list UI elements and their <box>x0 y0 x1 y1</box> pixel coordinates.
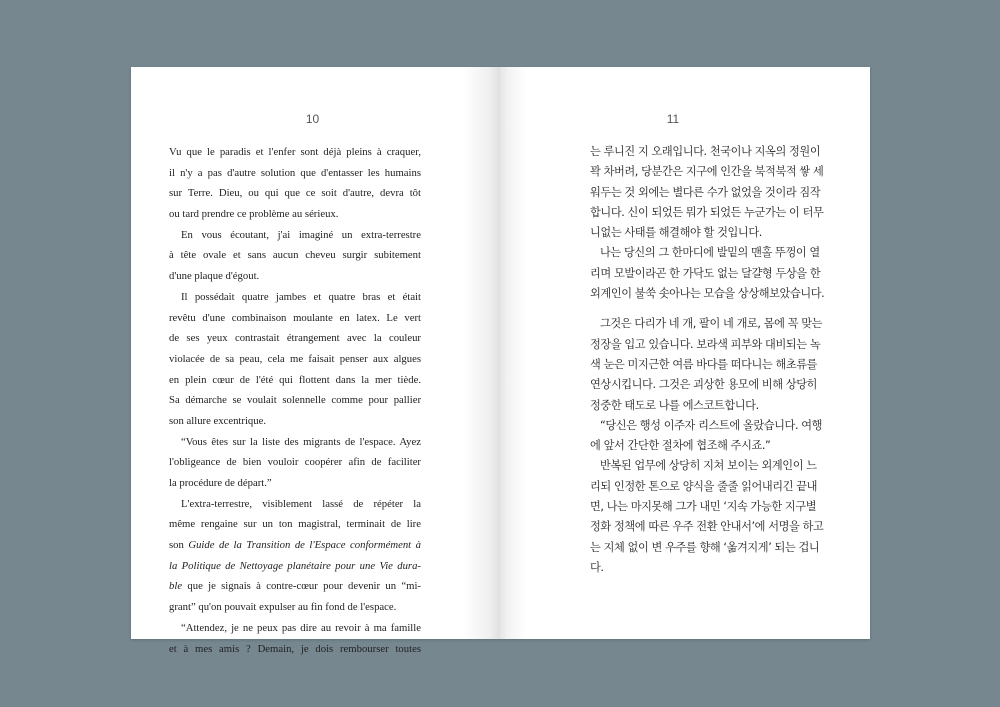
text-line: 워두는 것 외에는 별다른 수가 없었을 것이라 짐작 <box>590 185 821 199</box>
text-line: l'obligeance de bien vouloir coopérer afin de faciliter <box>169 456 421 469</box>
text-line: 꽉 차버려, 당분간은 지구에 인간을 북적북적 쌓 세 <box>590 165 824 179</box>
text-line: 합니다. 신이 되었든 뭐가 되었든 누군가는 이 터무 <box>590 205 824 219</box>
text-line: 나는 당신의 그 한마디에 발밑의 맨홀 뚜껑이 열 <box>600 246 820 260</box>
text-line: “당신은 행성 이주자 리스트에 올랐습니다. 여행 <box>600 418 823 432</box>
text-line: 는 지체 없이 변 우주를 향해 ‘옮겨지게’ 되는 겁니 <box>590 540 820 554</box>
text-line: 에 앞서 간단한 절차에 협조해 주시죠.” <box>590 439 771 453</box>
text-line: L'extra-terrestre, visiblement lassé de répéter la <box>181 497 421 510</box>
open-book <box>131 67 870 655</box>
text-line: 외계인이 불쑥 솟아나는 모습을 상상해보았습니다. <box>590 287 825 301</box>
left-page-text <box>169 142 421 659</box>
text-line <box>169 556 421 577</box>
text-line: 반복된 업무에 상당히 지쳐 보이는 외계인이 느 <box>600 459 817 473</box>
text-line: 정장을 입고 있습니다. 보라색 피부와 대비되는 녹 <box>590 337 821 351</box>
text-line: grant” qu'on pouvait expulser au fin fond de l'espace. <box>169 601 397 614</box>
right-page <box>500 67 870 639</box>
text-line: 면, 나는 마지못해 그가 내민 ‘지속 가능한 지구별 <box>590 500 817 514</box>
text-line: ou tard prendre ce problème au sérieux. <box>169 208 339 221</box>
text-run: son <box>169 539 184 552</box>
text-line: 그것은 다리가 네 개, 팔이 네 개로, 몸에 꼭 맞는 <box>600 317 823 331</box>
gutter-shadow <box>462 67 500 639</box>
page-number-left: 10 <box>305 112 320 126</box>
text-line: 니없는 사태를 해결해야 할 것입니다. <box>590 226 762 240</box>
text-line: 정화 정책에 따른 우주 전환 안내서’에 서명을 하고 <box>590 520 824 534</box>
text-line: 리며 모발이라곤 한 가닥도 없는 달걀형 두상을 한 <box>590 266 821 280</box>
text-line: son allure excentrique. <box>169 414 267 427</box>
text-line <box>169 576 421 597</box>
text-line: 는 루니진 지 오래입니다. 천국이나 지옥의 정원이 <box>590 145 821 158</box>
text-line: revêtu d'une combinaison moulante en latex. Le vert <box>169 311 421 324</box>
italic-title-run: la Politique de Nettoyage planétaire pour une Vie dura- <box>169 559 421 572</box>
text-line: à tête ovale et sans aucun cheveu surgir subitement <box>169 249 421 262</box>
text-line: 색 눈은 미지근한 여름 바다를 떠다니는 해초류를 <box>590 357 818 371</box>
text-line: 다. <box>590 560 604 574</box>
text-line: il n'y a pas d'autre solution que d'entasser les humains <box>169 166 421 179</box>
text-run: que je signais à contre-cœur pour devenir un “mi- <box>187 580 421 593</box>
text-line: même rengaine sur un ton magistral, terminait de lire <box>169 518 421 531</box>
left-page <box>131 67 500 655</box>
paragraph-gap <box>590 304 822 314</box>
text-line: 리되 인정한 톤으로 양식을 줄줄 읽어내리긴 끝내 <box>590 479 818 493</box>
right-page-text <box>590 142 825 578</box>
text-line: en plein cœur de l'été qui flottent dans la mer tiède. <box>169 373 421 386</box>
text-line: de ses yeux contrastait étrangement avec la couleur <box>169 332 421 345</box>
text-line: “Attendez, je ne peux pas dire au revoir à ma famille <box>181 621 421 634</box>
text-line <box>169 535 421 556</box>
text-line: sur Terre. Dieu, ou qui que ce soit d'autre, devra tôt <box>169 187 421 200</box>
text-line: Vu que le paradis et l'enfer sont déjà pleins à craquer, <box>169 146 421 158</box>
text-line: Il possédait quatre jambes et quatre bras et était <box>181 290 421 303</box>
text-line: “Vous êtes sur la liste des migrants de l'espace. Ayez <box>181 435 421 448</box>
text-line: Sa démarche se voulait solennelle comme pour pallier <box>169 394 421 407</box>
page-number-right: 11 <box>666 112 680 126</box>
text-line: la procédure de départ.” <box>169 477 272 489</box>
gutter-shadow <box>500 67 526 639</box>
text-line: d'une plaque d'égout. <box>169 270 260 283</box>
text-line: En vous écoutant, j'ai imaginé un extra-terrestre <box>181 228 421 241</box>
italic-title-run: Guide de la Transition de l'Espace conformément à <box>188 539 421 552</box>
text-line: 정중한 태도로 나를 에스코트합니다. <box>590 398 759 412</box>
text-line: 연상시킵니다. 그것은 괴상한 용모에 비해 상당히 <box>590 378 818 392</box>
text-line: violacée de sa peau, cela me faisait penser aux algues <box>169 352 421 365</box>
italic-title-run: ble <box>169 580 183 593</box>
text-line: et à mes amis ? Demain, je dois rembourser toutes <box>169 642 421 655</box>
